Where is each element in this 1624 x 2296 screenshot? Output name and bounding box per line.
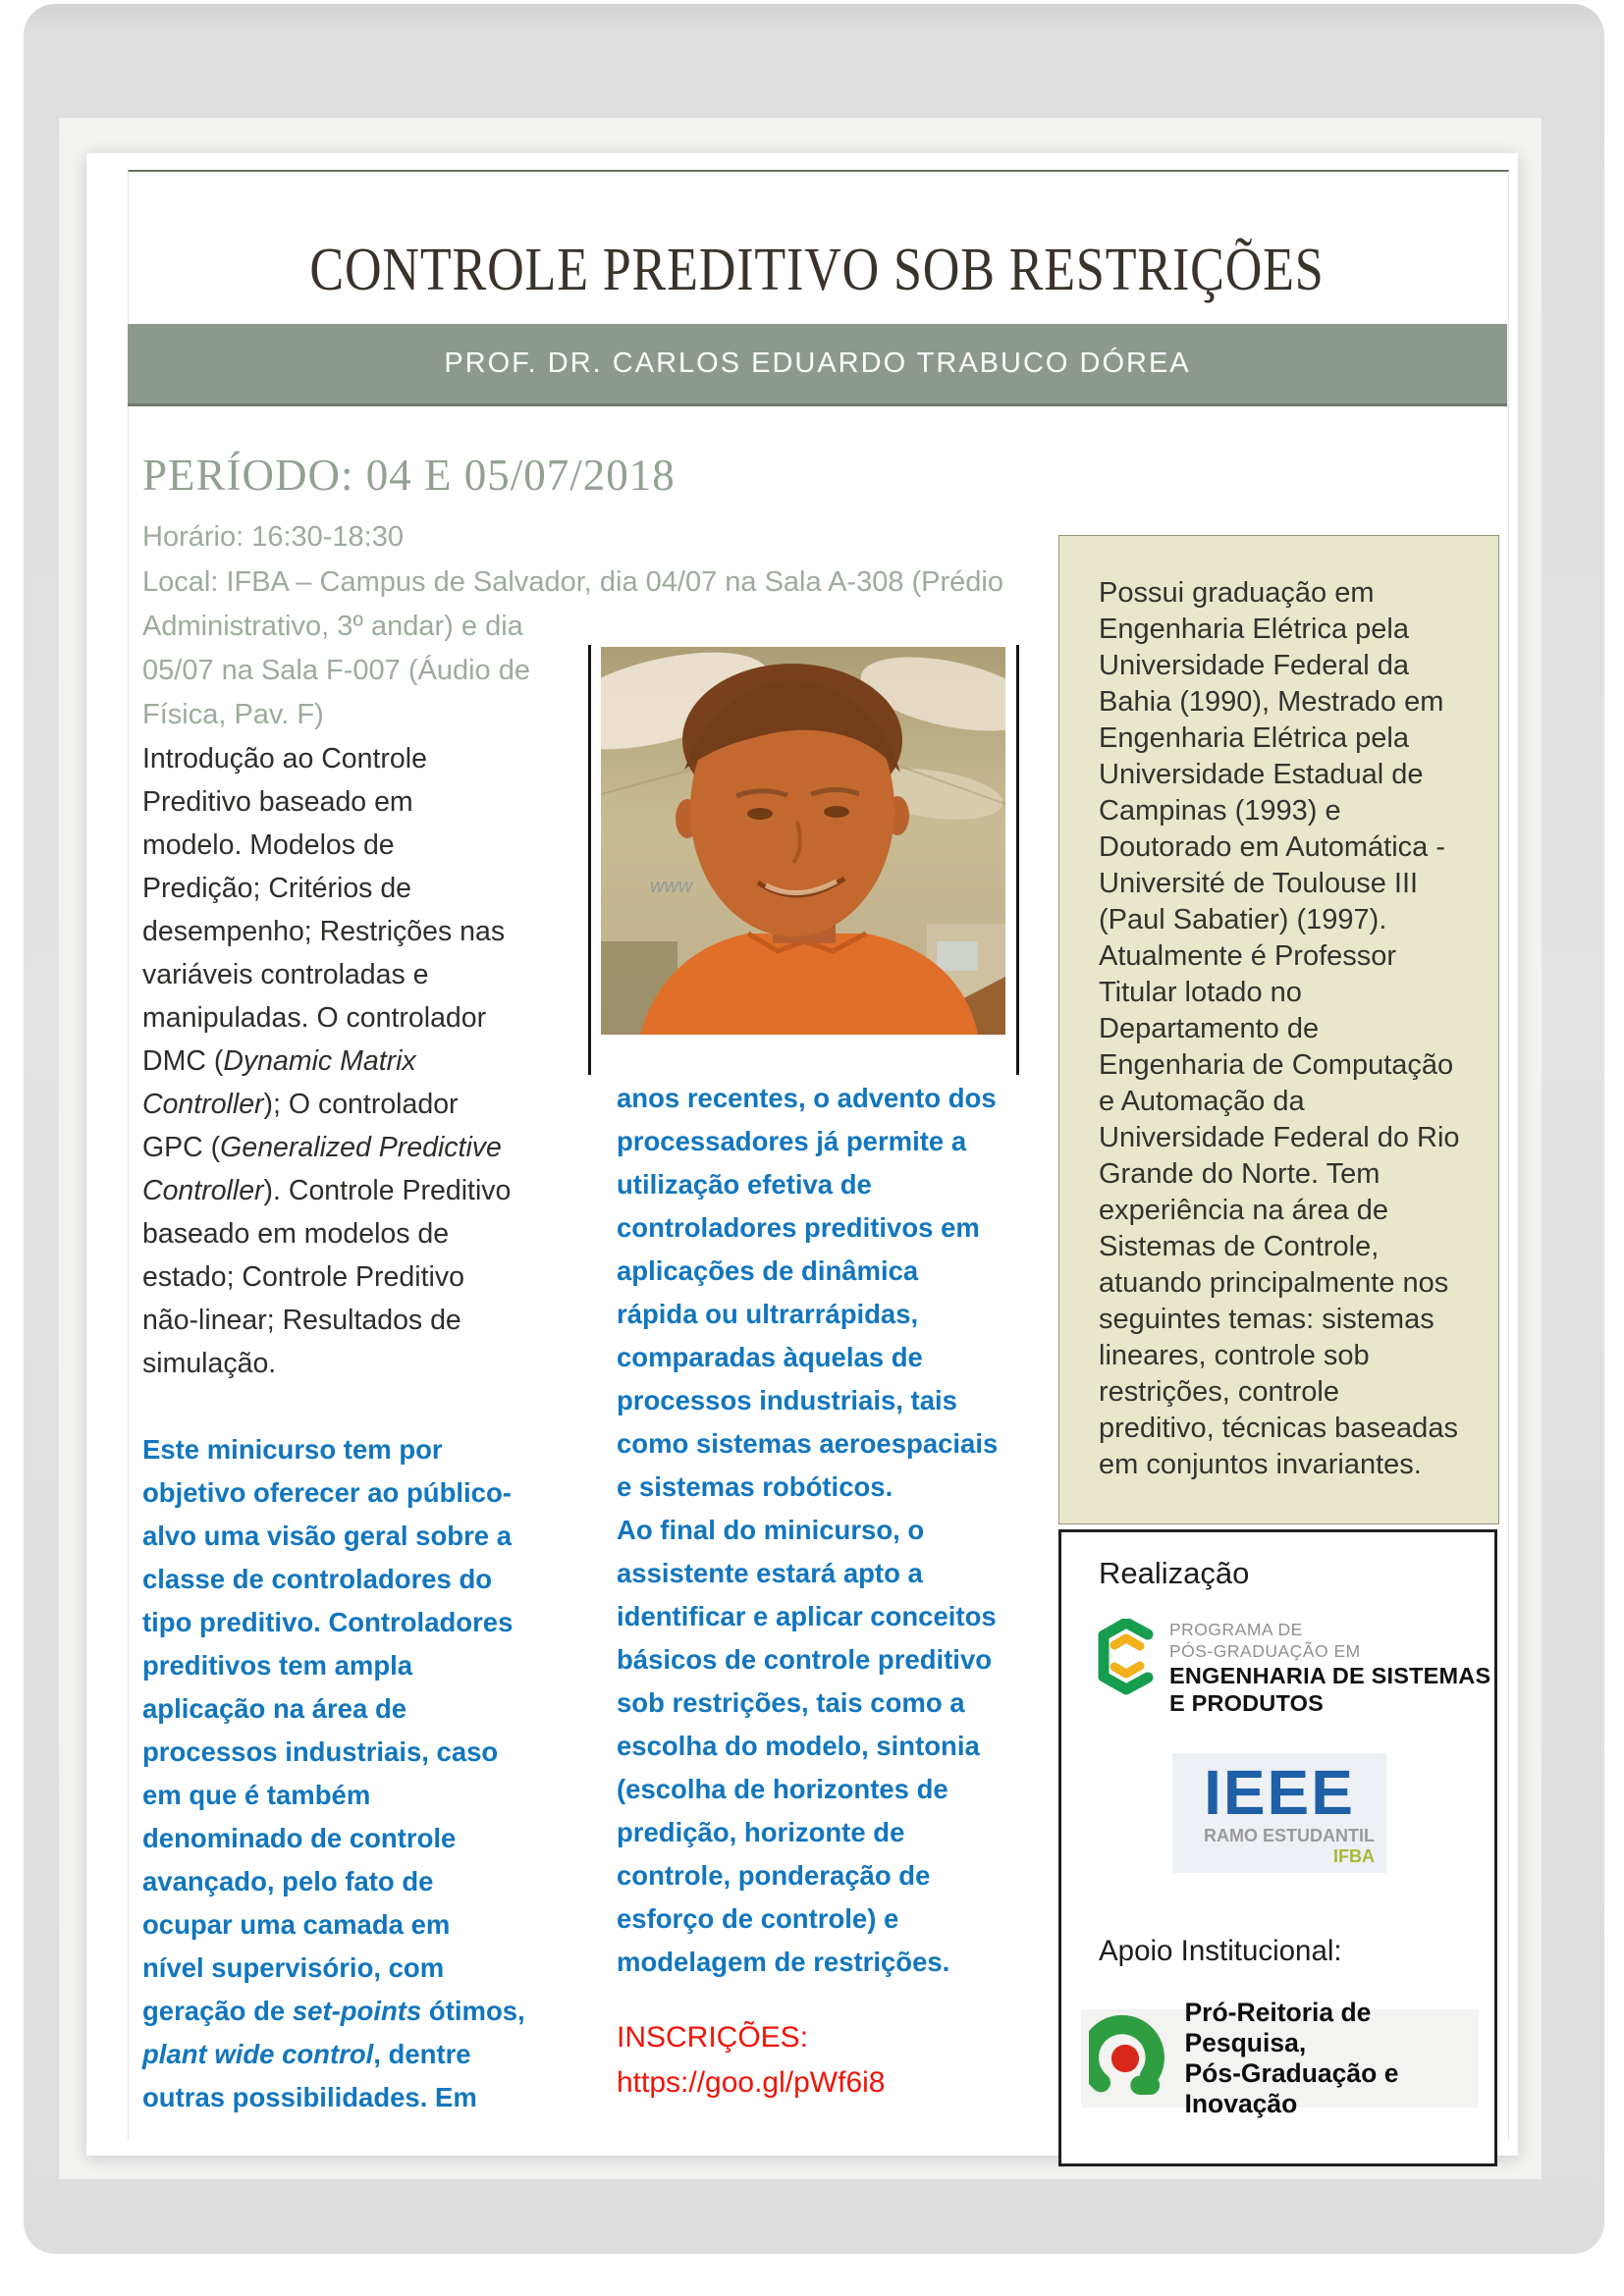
proreitoria-line2: Pós-Graduação e Inovação (1184, 2058, 1399, 2118)
ppgesp-yellow-bottom (1114, 1666, 1140, 1674)
proreitoria-logo (1081, 1998, 1479, 2118)
photo-left-rule (588, 645, 591, 1075)
course-description: Introdução ao Controle Preditivo baseado em modelo. Modelos de Predição; Critérios de desempenho; Restrições nas variáveis controladas e manipuladas. O controlador DMC (Dynamic Matrix Controller); O controlador GPC (Generalized Predictive Controller). Controle Preditivo baseado em modelos de estado; Controle Preditivo não-linear; Resultados de simulação. (142, 743, 512, 1379)
ieee-ramo-estudantil: RAMO ESTUDANTIL (1204, 1826, 1375, 1845)
ppgesp-hexagon-icon (1097, 1619, 1156, 1701)
inscricoes-link[interactable]: https://goo.gl/pWf6i8 (617, 2066, 886, 2099)
speaker-photo-image (601, 647, 1005, 1035)
photo-right-rule (1016, 645, 1019, 1075)
ppgesp-line1: PROGRAMA DE (1169, 1620, 1303, 1639)
inscricoes-block (617, 2015, 886, 2106)
photo-wall-text: www (650, 876, 693, 897)
proreitoria-red-dot (1111, 2045, 1139, 2072)
course-objective: Este minicurso tem por objetivo oferecer ao público- alvo uma visão geral sobre a classe de controladores do tipo preditivo. Controladores preditivos tem ampla aplicação na área de processos industriais, caso em que é também denominado de controle avançado, pelo fato de ocupar uma camada em nível supervisório, com geração de set-points ótimos, plant wide control, dentre outras possibilidades. Em (142, 1434, 525, 2112)
ppgesp-text (1169, 1619, 1490, 1717)
schedule-continuation: Administrativo, 3º andar) e dia 05/07 na Sala F-007 (Áudio de Física, Pav. F) (142, 611, 530, 730)
schedule-lines: Horário: 16:30-18:30 Local: IFBA – Campus de Salvador, dia 04/07 na Sala A-308 (Prédio (142, 521, 1003, 598)
course-benefits: anos recentes, o advento dos processadores já permite a utilização efetiva de controladores preditivos em aplicações de dinâmica rápida ou ultrarrápidas, comparadas àquelas de processos industriais, tais como sistemas aeroespaciais e sistemas robóticos. Ao final do minicurso, o assistente estará apto a identificar e aplicar conceitos básicos de controle preditivo sob restrições, tais como a escolha do modelo, sintonia (escolha de horizontes de predição, horizonte de controle, ponderação de esforço de controle) e modelagem de restrições. (617, 1083, 999, 1977)
realizacao-box (1058, 1529, 1497, 2166)
ieee-ifba: IFBA (1333, 1846, 1375, 1866)
ppgesp-line4: E PRODUTOS (1169, 1690, 1324, 1716)
photo-color-cast (601, 647, 1005, 1035)
apoio-institucional-label: Apoio Institucional: (1099, 1935, 1342, 1967)
inscricoes-label: INSCRIÇÕES: (617, 2021, 809, 2054)
ppgesp-yellow-top (1114, 1638, 1140, 1646)
ppgesp-logo (1097, 1619, 1490, 1717)
speaker-bio-text: Possui graduação em Engenharia Elétrica pela Universidade Federal da Bahia (1990), Mestrado em Engenharia Elétrica pela Universidade Estadual de Campinas (1993) e Doutorado em Automática - Université de Toulouse III (Paul Sabatier) (1997). Atualmente é Professor Titular lotado no Departamento de Engenharia de Computação e Automação da Universidade Federal do Rio Grande do Norte. Tem experiência na área de Sistemas de Controle, atuando principalmente nos seguintes temas: sistemas lineares, controle sob restrições, controle preditivo, técnicas baseadas em conjuntos invariantes. (1099, 577, 1460, 1480)
professor-name: PROF. DR. CARLOS EDUARDO TRABUCO DÓREA (444, 347, 1191, 379)
page-title (128, 228, 1507, 312)
ieee-logo (1172, 1753, 1386, 1873)
periodo-heading: PERÍODO: 04 E 05/07/2018 (142, 451, 676, 500)
professor-bar (128, 324, 1507, 406)
ieee-wordmark: IEEE (1204, 1757, 1355, 1828)
proreitoria-green-foot (1130, 2076, 1160, 2095)
page-title-text: CONTROLE PREDITIVO SOB RESTRIÇÕES (309, 237, 1326, 303)
ppgesp-line2: PÓS-GRADUAÇÃO EM (1169, 1641, 1361, 1661)
proreitoria-line1: Pró-Reitoria de Pesquisa, (1184, 1998, 1372, 2057)
proreitoria-text (1184, 1998, 1479, 2119)
proreitoria-icon (1089, 2013, 1164, 2104)
speaker-bio-box (1058, 535, 1499, 1524)
realizacao-label: Realização (1099, 1556, 1250, 1590)
ppgesp-line3: ENGENHARIA DE SISTEMAS (1169, 1663, 1491, 1688)
ppgesp-green-hex (1104, 1623, 1148, 1689)
speaker-photo (601, 647, 1005, 1035)
